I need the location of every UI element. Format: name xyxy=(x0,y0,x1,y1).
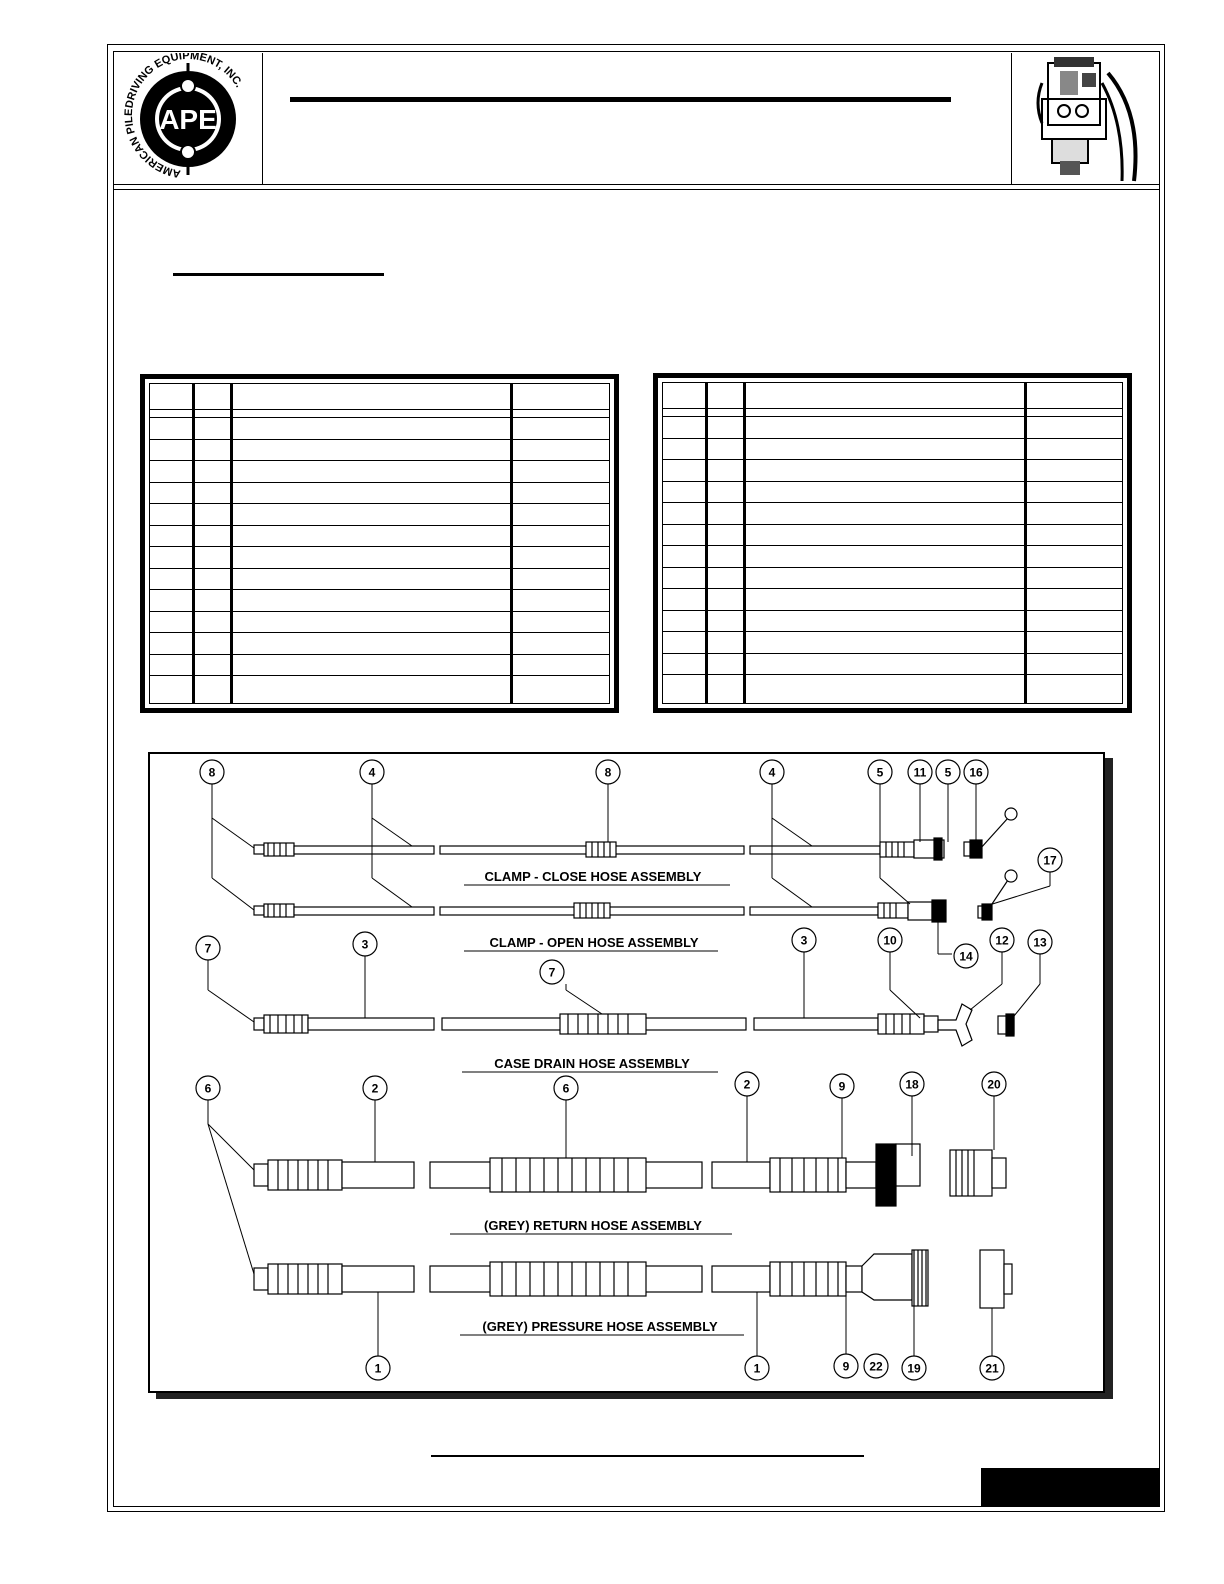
callout-number: 5 xyxy=(876,765,884,780)
table-row-rule xyxy=(150,503,609,504)
callout-number: 1 xyxy=(374,1361,382,1376)
table-row-rule xyxy=(663,567,1122,568)
callout-number: 4 xyxy=(768,765,776,780)
callout-number: 12 xyxy=(995,933,1009,948)
logo-ring-text: AMERICAN PILEDRIVING EQUIPMENT, INC. xyxy=(122,53,245,180)
logo-monogram: APE xyxy=(159,104,217,135)
table-row-rule xyxy=(663,631,1122,632)
callout-number: 16 xyxy=(969,765,983,780)
company-logo xyxy=(115,53,263,184)
table-row-rule xyxy=(663,459,1122,460)
label-return: (GREY) RETURN HOSE ASSEMBLY xyxy=(484,1218,702,1233)
clamp-close-hose xyxy=(254,808,1017,860)
table-row-rule xyxy=(150,568,609,569)
header-separator-double xyxy=(113,189,1160,190)
table-row-rule xyxy=(150,632,609,633)
label-pressure: (GREY) PRESSURE HOSE ASSEMBLY xyxy=(482,1319,718,1334)
callout-number: 11 xyxy=(913,765,927,780)
table-row-rule xyxy=(150,675,609,676)
callout-number: 19 xyxy=(907,1361,921,1376)
label-clamp-open: CLAMP - OPEN HOSE ASSEMBLY xyxy=(489,935,699,950)
table-row-rule xyxy=(150,589,609,590)
callout-number: 17 xyxy=(1043,853,1057,868)
table-row-rule xyxy=(663,502,1122,503)
table-row-rule xyxy=(663,438,1122,439)
callout-number: 1 xyxy=(753,1361,761,1376)
table-row-rule xyxy=(663,481,1122,482)
table-row-rule xyxy=(150,611,609,612)
table-row-rule xyxy=(663,653,1122,654)
table-row-rule xyxy=(663,610,1122,611)
table-row-rule xyxy=(663,416,1122,417)
callout-number: 18 xyxy=(905,1077,919,1092)
callout-number: 7 xyxy=(204,941,212,956)
callout-number: 4 xyxy=(368,765,376,780)
return-hose xyxy=(254,1144,1006,1206)
callout-number: 8 xyxy=(208,765,216,780)
table-row-rule xyxy=(150,525,609,526)
table-row-rule xyxy=(150,654,609,655)
table-row-rule xyxy=(150,439,609,440)
parts-table-left xyxy=(140,374,619,713)
table-header-rule xyxy=(663,408,1122,409)
equipment-image xyxy=(1011,53,1158,184)
hose-assembly-diagram xyxy=(148,752,1105,1393)
callout-number: 10 xyxy=(883,933,897,948)
label-case-drain: CASE DRAIN HOSE ASSEMBLY xyxy=(494,1056,690,1071)
callout-number: 9 xyxy=(842,1359,850,1374)
callout-number: 5 xyxy=(944,765,952,780)
callout-number: 22 xyxy=(869,1359,883,1374)
parts-table-right xyxy=(653,373,1132,713)
table-row-rule xyxy=(663,588,1122,589)
footer-rule xyxy=(431,1455,864,1457)
callout-number: 2 xyxy=(371,1081,379,1096)
callout-number: 7 xyxy=(548,965,556,980)
callout-number: 9 xyxy=(838,1079,846,1094)
header-separator xyxy=(113,184,1160,185)
table-row-rule xyxy=(150,460,609,461)
pressure-hose xyxy=(254,1250,1012,1308)
callout-number: 6 xyxy=(562,1081,570,1096)
table-header-rule xyxy=(150,409,609,410)
callout-number: 8 xyxy=(604,765,612,780)
callout-number: 13 xyxy=(1033,935,1047,950)
label-clamp-close: CLAMP - CLOSE HOSE ASSEMBLY xyxy=(484,869,702,884)
callout-number: 20 xyxy=(987,1077,1001,1092)
table-row-rule xyxy=(150,417,609,418)
page-number-tab xyxy=(981,1468,1160,1507)
callout-number: 2 xyxy=(743,1077,751,1092)
callout-number: 3 xyxy=(361,937,369,952)
callout-number: 6 xyxy=(204,1081,212,1096)
table-row-rule xyxy=(663,524,1122,525)
table-row-rule xyxy=(663,545,1122,546)
callout-number: 21 xyxy=(985,1361,999,1376)
table-row-rule xyxy=(150,546,609,547)
callout-number: 3 xyxy=(800,933,808,948)
callout-number: 14 xyxy=(959,949,973,964)
table-row-rule xyxy=(150,482,609,483)
section-underline xyxy=(173,273,384,276)
title-rule xyxy=(290,97,951,102)
table-row-rule xyxy=(663,674,1122,675)
case-drain-hose xyxy=(254,1004,1014,1046)
